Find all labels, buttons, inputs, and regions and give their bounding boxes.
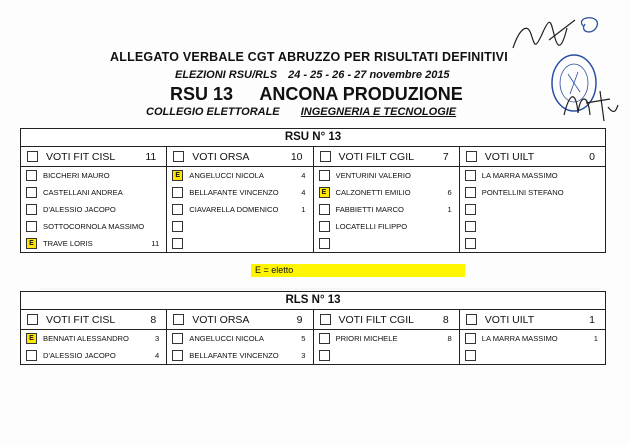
elected-legend: E = eletto [251,264,465,277]
candidate-row [460,235,605,252]
candidate-name: CIAVARELLA DOMENICO [189,205,279,214]
candidate-row [460,184,605,201]
candidate-name: CASTELLANI ANDREA [43,188,123,197]
party-column [314,147,460,252]
college-label: COLLEGIO ELETTORALE [146,106,280,118]
party-name: VOTI FIT CISL [46,150,116,163]
candidate-name: ANGELUCCI NICOLA [189,171,264,180]
party-column [21,147,167,252]
signature-top [505,10,615,55]
candidate-name: TRAVE LORIS [43,239,93,248]
candidate-votes: 5 [301,334,306,343]
election-label: ELEZIONI RSU/RLS [175,69,278,81]
candidate-row [460,167,605,184]
party-header [21,310,166,330]
candidate-checkbox[interactable] [172,238,183,249]
candidate-row [167,330,312,347]
candidate-name: LA MARRA MASSIMO [481,334,558,343]
candidate-row [460,218,605,235]
candidate-name: BENNATI ALESSANDRO [43,334,129,343]
candidate-votes: 6 [447,188,452,197]
candidate-checkbox[interactable] [319,333,330,344]
candidate-checkbox[interactable] [172,187,183,198]
candidate-row [21,347,166,364]
rsu-section-title: RSU N° 13 [20,128,606,146]
party-checkbox[interactable] [466,151,477,162]
candidate-checkbox[interactable] [319,238,330,249]
signature-bottom [560,85,620,125]
candidate-checkbox[interactable] [172,204,183,215]
college-line [146,106,456,118]
party-name: VOTI ORSA [192,313,250,326]
candidate-row [167,347,312,364]
candidate-checkbox[interactable] [319,170,330,181]
college-value: INGEGNERIA E TECNOLOGIE [300,106,457,118]
party-header [460,147,605,167]
candidate-row [460,201,605,218]
candidate-name: FABBIETTI MARCO [335,205,404,214]
candidate-checkbox[interactable] [319,350,330,361]
party-checkbox[interactable] [173,151,184,162]
candidate-checkbox[interactable]: E [26,238,37,249]
rls-results-grid [20,309,606,365]
candidate-name: PONTELLINI STEFANO [481,188,564,197]
rsu-heading [170,84,463,105]
party-checkbox[interactable] [173,314,184,325]
rsu-number: RSU 13 [170,84,234,104]
candidate-checkbox[interactable] [26,187,37,198]
candidate-name: VENTURINI VALERIO [335,171,411,180]
party-votes: 8 [150,313,157,326]
candidate-checkbox[interactable] [465,187,476,198]
candidate-name: BELLAFANTE VINCENZO [189,351,279,360]
candidate-row [21,184,166,201]
candidate-checkbox[interactable]: E [319,187,330,198]
party-header [314,147,459,167]
candidate-row [167,201,312,218]
candidate-checkbox[interactable] [465,204,476,215]
party-column [167,147,313,252]
party-checkbox[interactable] [466,314,477,325]
party-votes: 0 [589,150,595,163]
candidate-row [21,218,166,235]
candidate-row [167,184,312,201]
candidate-checkbox[interactable] [26,221,37,232]
candidate-checkbox[interactable] [26,204,37,215]
party-header [21,147,166,167]
candidate-votes: 11 [151,239,160,248]
candidate-checkbox[interactable] [172,350,183,361]
candidate-name: BELLAFANTE VINCENZO [189,188,279,197]
party-votes: 10 [290,150,303,163]
party-column [167,310,313,364]
candidate-checkbox[interactable] [26,350,37,361]
candidate-row [21,330,166,347]
party-name: VOTI ORSA [192,150,250,163]
document-title: ALLEGATO VERBALE CGT ABRUZZO PER RISULTATI DEFINITIVI [110,50,508,64]
candidate-checkbox[interactable] [172,221,183,232]
candidate-checkbox[interactable] [465,333,476,344]
party-checkbox[interactable] [27,151,38,162]
party-header [460,310,605,330]
candidate-votes: 8 [447,334,452,343]
candidate-row [460,347,605,364]
candidate-row [167,218,312,235]
candidate-votes: 3 [301,351,306,360]
party-header [314,310,459,330]
party-column [21,310,167,364]
party-name: VOTI FIT CISL [46,313,116,326]
candidate-checkbox[interactable]: E [172,170,183,181]
candidate-name: CALZONETTI EMILIO [335,188,411,197]
party-name: VOTI UILT [484,150,535,163]
candidate-row [21,201,166,218]
rsu-name: ANCONA PRODUZIONE [259,84,463,104]
candidate-checkbox[interactable] [465,170,476,181]
candidate-row [314,218,459,235]
candidate-name: LOCATELLI FILIPPO [335,222,408,231]
party-votes: 8 [442,313,449,326]
candidate-name: D'ALESSIO JACOPO [43,205,116,214]
election-line [175,69,450,81]
candidate-name: ANGELUCCI NICOLA [189,334,264,343]
election-dates: 24 - 25 - 26 - 27 novembre 2015 [288,69,450,81]
candidate-checkbox[interactable] [26,170,37,181]
candidate-checkbox[interactable]: E [26,333,37,344]
party-checkbox[interactable] [27,314,38,325]
candidate-votes: 1 [301,205,306,214]
candidate-votes: 3 [155,334,160,343]
candidate-checkbox[interactable] [319,204,330,215]
candidate-row [314,330,459,347]
candidate-name: SOTTOCORNOLA MASSIMO [43,222,145,231]
candidate-row [314,347,459,364]
candidate-row [21,167,166,184]
candidate-name: BICCHERI MAURO [43,171,110,180]
party-checkbox[interactable] [320,314,331,325]
candidate-checkbox[interactable] [465,350,476,361]
candidate-row [21,235,166,252]
candidate-votes: 4 [155,351,160,360]
candidate-row [314,201,459,218]
candidate-checkbox[interactable] [465,221,476,232]
party-name: VOTI FILT CGIL [338,150,414,163]
candidate-name: PRIORI MICHELE [335,334,398,343]
candidate-checkbox[interactable] [172,333,183,344]
candidate-name: D'ALESSIO JACOPO [43,351,116,360]
candidate-row [167,167,312,184]
party-name: VOTI FILT CGIL [338,313,414,326]
candidate-row [460,330,605,347]
candidate-name: LA MARRA MASSIMO [481,171,558,180]
candidate-votes: 4 [301,188,306,197]
party-column [460,310,605,364]
rsu-results-grid [20,146,606,253]
party-header [167,310,312,330]
candidate-row [314,235,459,252]
party-header [167,147,312,167]
candidate-checkbox[interactable] [465,238,476,249]
party-name: VOTI UILT [484,313,535,326]
party-column [460,147,605,252]
party-votes: 11 [145,150,157,163]
candidate-votes: 1 [447,205,452,214]
party-votes: 9 [296,313,303,326]
rls-section-title: RLS N° 13 [20,291,606,309]
candidate-votes: 1 [593,334,598,343]
candidate-row [314,184,459,201]
candidate-row [167,235,312,252]
party-column [314,310,460,364]
party-votes: 1 [589,313,595,326]
candidate-votes: 4 [301,171,306,180]
candidate-row [314,167,459,184]
candidate-checkbox[interactable] [319,221,330,232]
party-checkbox[interactable] [320,151,331,162]
party-votes: 7 [442,150,449,163]
